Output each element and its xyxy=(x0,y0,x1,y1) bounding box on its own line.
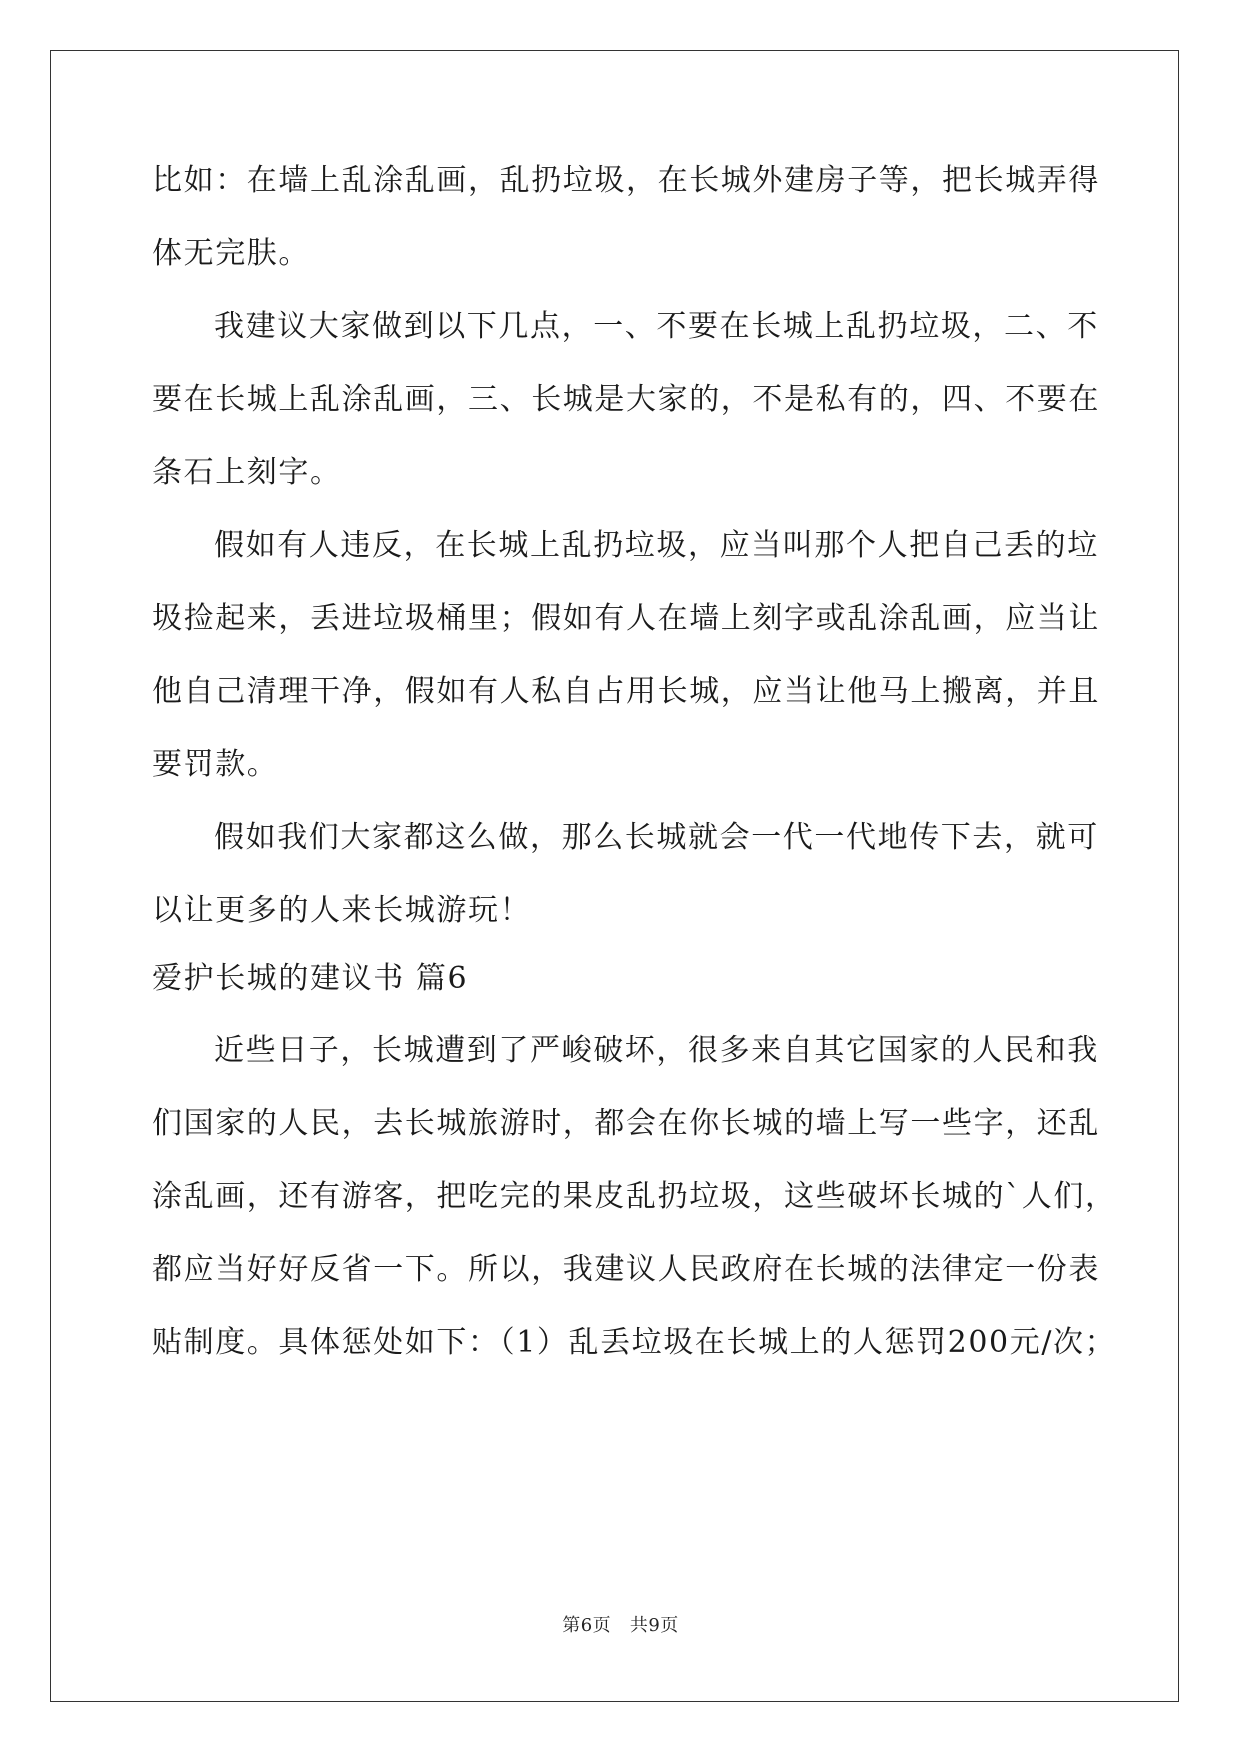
page-number: 第6页 共9页 xyxy=(562,1615,679,1636)
text-line: 涂乱画，还有游客，把吃完的果皮乱扔垃圾，这些破坏长城的`人们， xyxy=(152,1179,1117,1214)
paragraph-start-line: 我建议大家做到以下几点，一、不要在长城上乱扔垃圾，二、不 xyxy=(214,309,1099,344)
text-line: 条石上刻字。 xyxy=(152,455,342,490)
text-line: 们国家的人民，去长城旅游时，都会在你长城的墙上写一些字，还乱 xyxy=(152,1106,1100,1141)
page-footer xyxy=(0,1611,1241,1637)
paragraph-start-line: 假如有人违反，在长城上乱扔垃圾，应当叫那个人把自己丢的垃 xyxy=(214,528,1099,563)
page-border xyxy=(50,50,1179,1702)
text-line: 圾捡起来，丢进垃圾桶里；假如有人在墙上刻字或乱涂乱画，应当让 xyxy=(152,601,1100,636)
section-heading: 爱护长城的建议书 篇6 xyxy=(152,961,469,996)
text-line: 以让更多的人来长城游玩！ xyxy=(152,893,532,928)
text-line: 都应当好好反省一下。所以，我建议人民政府在长城的法律定一份表 xyxy=(152,1252,1100,1287)
text-line: 体无完肤。 xyxy=(152,236,310,271)
text-line: 要在长城上乱涂乱画，三、长城是大家的，不是私有的，四、不要在 xyxy=(152,382,1100,417)
text-line: 比如：在墙上乱涂乱画，乱扔垃圾，在长城外建房子等，把长城弄得 xyxy=(152,163,1100,198)
text-line: 要罚款。 xyxy=(152,747,279,782)
text-line: 贴制度。具体惩处如下：（1）乱丢垃圾在长城上的人惩罚200元/次； xyxy=(152,1325,1117,1360)
paragraph-start-line: 近些日子，长城遭到了严峻破坏，很多来自其它国家的人民和我 xyxy=(214,1033,1099,1068)
text-line: 他自己清理干净，假如有人私自占用长城，应当让他马上搬离，并且 xyxy=(152,674,1100,709)
paragraph-start-line: 假如我们大家都这么做，那么长城就会一代一代地传下去，就可 xyxy=(214,820,1099,855)
